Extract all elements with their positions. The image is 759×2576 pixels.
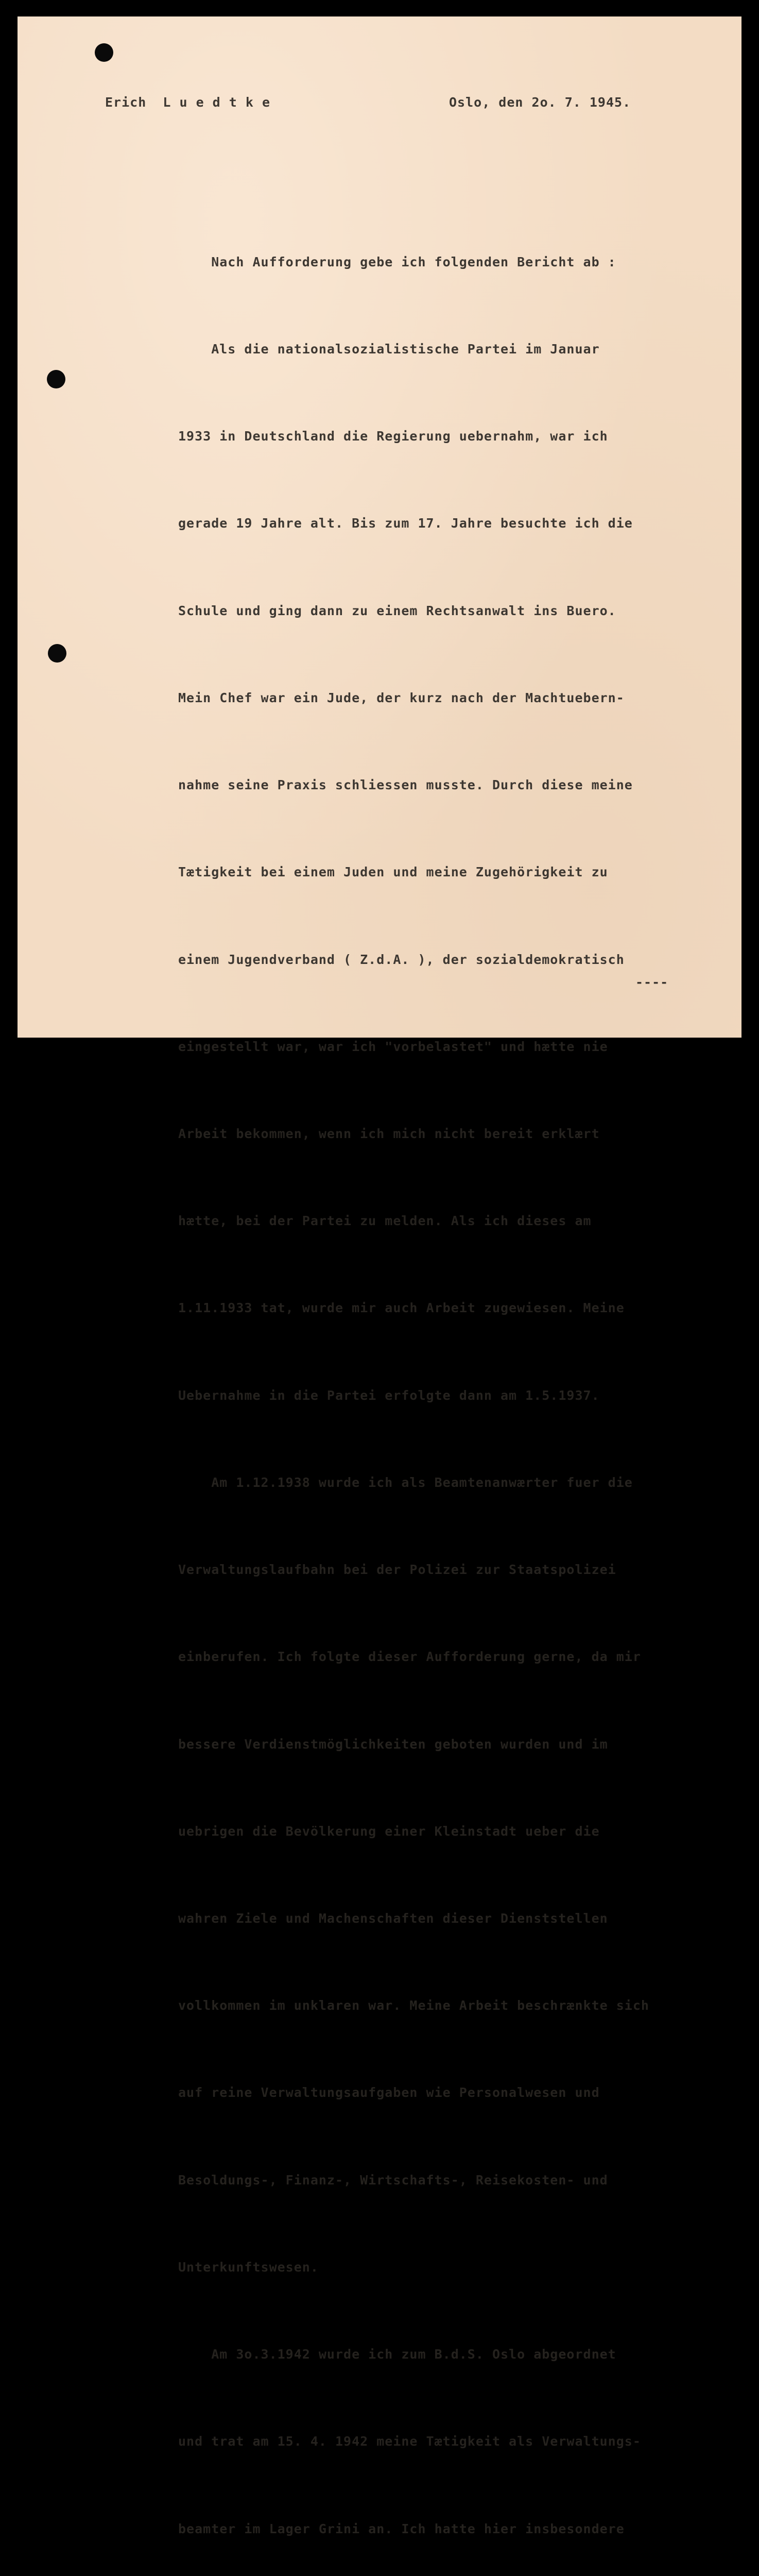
body-line: eingestellt war, war ich "vorbelastet" und hætte nie <box>178 1039 608 1054</box>
punch-hole-top <box>95 43 113 62</box>
punch-hole-lower <box>48 644 66 663</box>
body-line: und trat am 15. 4. 1942 meine Tætigkeit als Verwaltungs- <box>178 2434 641 2449</box>
punch-hole-middle <box>47 370 65 388</box>
body-line: Nach Aufforderung gebe ich folgenden Bericht ab : <box>178 254 616 269</box>
document-page <box>18 16 741 2536</box>
body-line: bessere Verdienstmöglichkeiten geboten wurden und im <box>178 1736 608 1752</box>
body-line: Mein Chef war ein Jude, der kurz nach der Machtuebern- <box>178 690 625 705</box>
body-line: beamter im Lager Grini an. Ich hatte hier insbesondere <box>178 2521 625 2536</box>
body-line: Als die nationalsozialistische Partei im Januar <box>178 342 600 357</box>
body-line: wahren Ziele und Machenschaften dieser Dienststellen <box>178 1910 608 1926</box>
body-line: Unterkunftswesen. <box>178 2259 319 2275</box>
body-line: Am 3o.3.1942 wurde ich zum B.d.S. Oslo abgeordnet <box>178 2347 616 2362</box>
body-line: hætte, bei der Partei zu melden. Als ich dieses am <box>178 1213 592 1229</box>
body-line: Uebernahme in die Partei erfolgte dann am 1.5.1937. <box>178 1387 600 1403</box>
body-line: Am 1.12.1938 wurde ich als Beamtenanwærter fuer die <box>178 1475 633 1490</box>
body-line: 1.11.1933 tat, wurde mir auch Arbeit zugewiesen. Meine <box>178 1300 625 1316</box>
body-line: Schule und ging dann zu einem Rechtsanwalt ins Buero. <box>178 603 616 618</box>
body-line: Arbeit bekommen, wenn ich mich nicht bereit erklært <box>178 1126 600 1141</box>
body-line: 1933 in Deutschland die Regierung uebernahm, war ich <box>178 429 608 444</box>
place-date: Oslo, den 2o. 7. 1945. <box>449 95 631 110</box>
author-name: Erich L u e d t k e <box>105 95 271 110</box>
body-line: Verwaltungslaufbahn bei der Polizei zur Staatspolizei <box>178 1562 616 1578</box>
report-body <box>178 190 649 2576</box>
continuation-mark: ---- <box>635 975 669 990</box>
body-line: uebrigen die Bevölkerung einer Kleinstadt ueber die <box>178 1823 600 1839</box>
body-line: nahme seine Praxis schliessen musste. Durch diese meine <box>178 777 633 793</box>
body-line: Tætigkeit bei einem Juden und meine Zugehörigkeit zu <box>178 865 608 880</box>
body-line: Besoldungs-, Finanz-, Wirtschafts-, Reisekosten- und <box>178 2172 608 2188</box>
body-line: einem Jugendverband ( Z.d.A. ), der sozialdemokratisch <box>178 952 625 967</box>
body-line: vollkommen im unklaren war. Meine Arbeit beschrænkte sich <box>178 1998 649 2013</box>
body-line: gerade 19 Jahre alt. Bis zum 17. Jahre besuchte ich die <box>178 516 633 531</box>
body-line: einberufen. Ich folgte dieser Aufforderung gerne, da mir <box>178 1649 641 1665</box>
body-line: auf reine Verwaltungsaufgaben wie Personalwesen und <box>178 2085 600 2100</box>
